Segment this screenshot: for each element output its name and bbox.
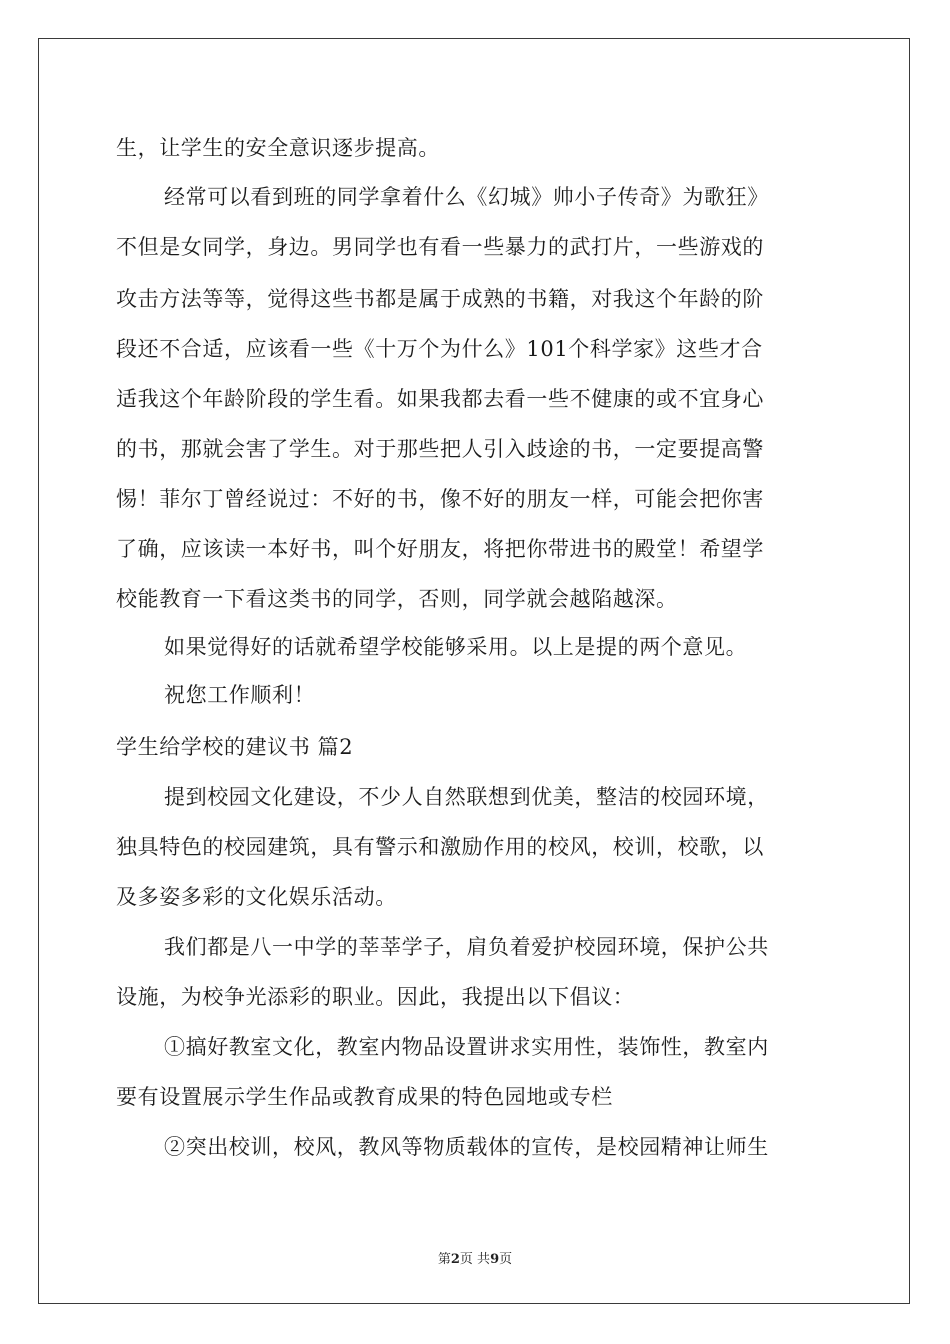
page-border: [38, 38, 910, 1304]
section-heading: 学生给学校的建议书 篇2: [116, 735, 354, 759]
text-line: 适我这个年龄阶段的学生看。如果我都去看一些不健康的或不宜身心: [116, 387, 764, 411]
total-pages-number: 9: [490, 1252, 500, 1267]
current-page-number: 2: [450, 1252, 460, 1267]
text-line: 攻击方法等等，觉得这些书都是属于成熟的书籍，对我这个年龄的阶: [116, 287, 764, 311]
footer-mid: 页 共: [459, 1252, 491, 1267]
text-line: 我们都是八一中学的莘莘学子，肩负着爱护校园环境，保护公共: [164, 935, 769, 959]
text-line: 及多姿多彩的文化娱乐活动。: [116, 885, 397, 909]
footer-suffix: 页: [499, 1252, 513, 1267]
text-line: 设施，为校争光添彩的职业。因此，我提出以下倡议：: [116, 985, 635, 1009]
text-line: 段还不合适，应该看一些《十万个为什么》101个科学家》这些才合: [116, 337, 763, 361]
text-line: 的书，那就会害了学生。对于那些把人引入歧途的书，一定要提高警: [116, 437, 764, 461]
text-line: 祝您工作顺利！: [164, 683, 316, 707]
page-footer: [0, 1248, 950, 1267]
text-line: 独具特色的校园建筑，具有警示和激励作用的校风，校训，校歌，以: [116, 835, 764, 859]
text-line: 要有设置展示学生作品或教育成果的特色园地或专栏: [116, 1085, 613, 1109]
text-line: 惕！菲尔丁曾经说过：不好的书，像不好的朋友一样，可能会把你害: [116, 487, 764, 511]
text-line: ②突出校训，校风，教风等物质载体的宣传，是校园精神让师生: [164, 1135, 769, 1159]
text-line: 不但是女同学，身边。男同学也有看一些暴力的武打片，一些游戏的: [116, 235, 764, 259]
footer-prefix: 第: [437, 1252, 451, 1267]
text-line: 提到校园文化建设，不少人自然联想到优美，整洁的校园环境，: [164, 785, 769, 809]
text-line: 校能教育一下看这类书的同学，否则，同学就会越陷越深。: [116, 587, 678, 611]
text-line: 经常可以看到班的同学拿着什么《幻城》帅小子传奇》为歌狂》: [164, 185, 769, 209]
text-line: ①搞好教室文化，教室内物品设置讲求实用性，装饰性，教室内: [164, 1035, 769, 1059]
text-line: 了确，应该读一本好书，叫个好朋友，将把你带进书的殿堂！希望学: [116, 537, 764, 561]
text-line: 生，让学生的安全意识逐步提高。: [116, 136, 440, 160]
text-line: 如果觉得好的话就希望学校能够采用。以上是提的两个意见。: [164, 635, 748, 659]
